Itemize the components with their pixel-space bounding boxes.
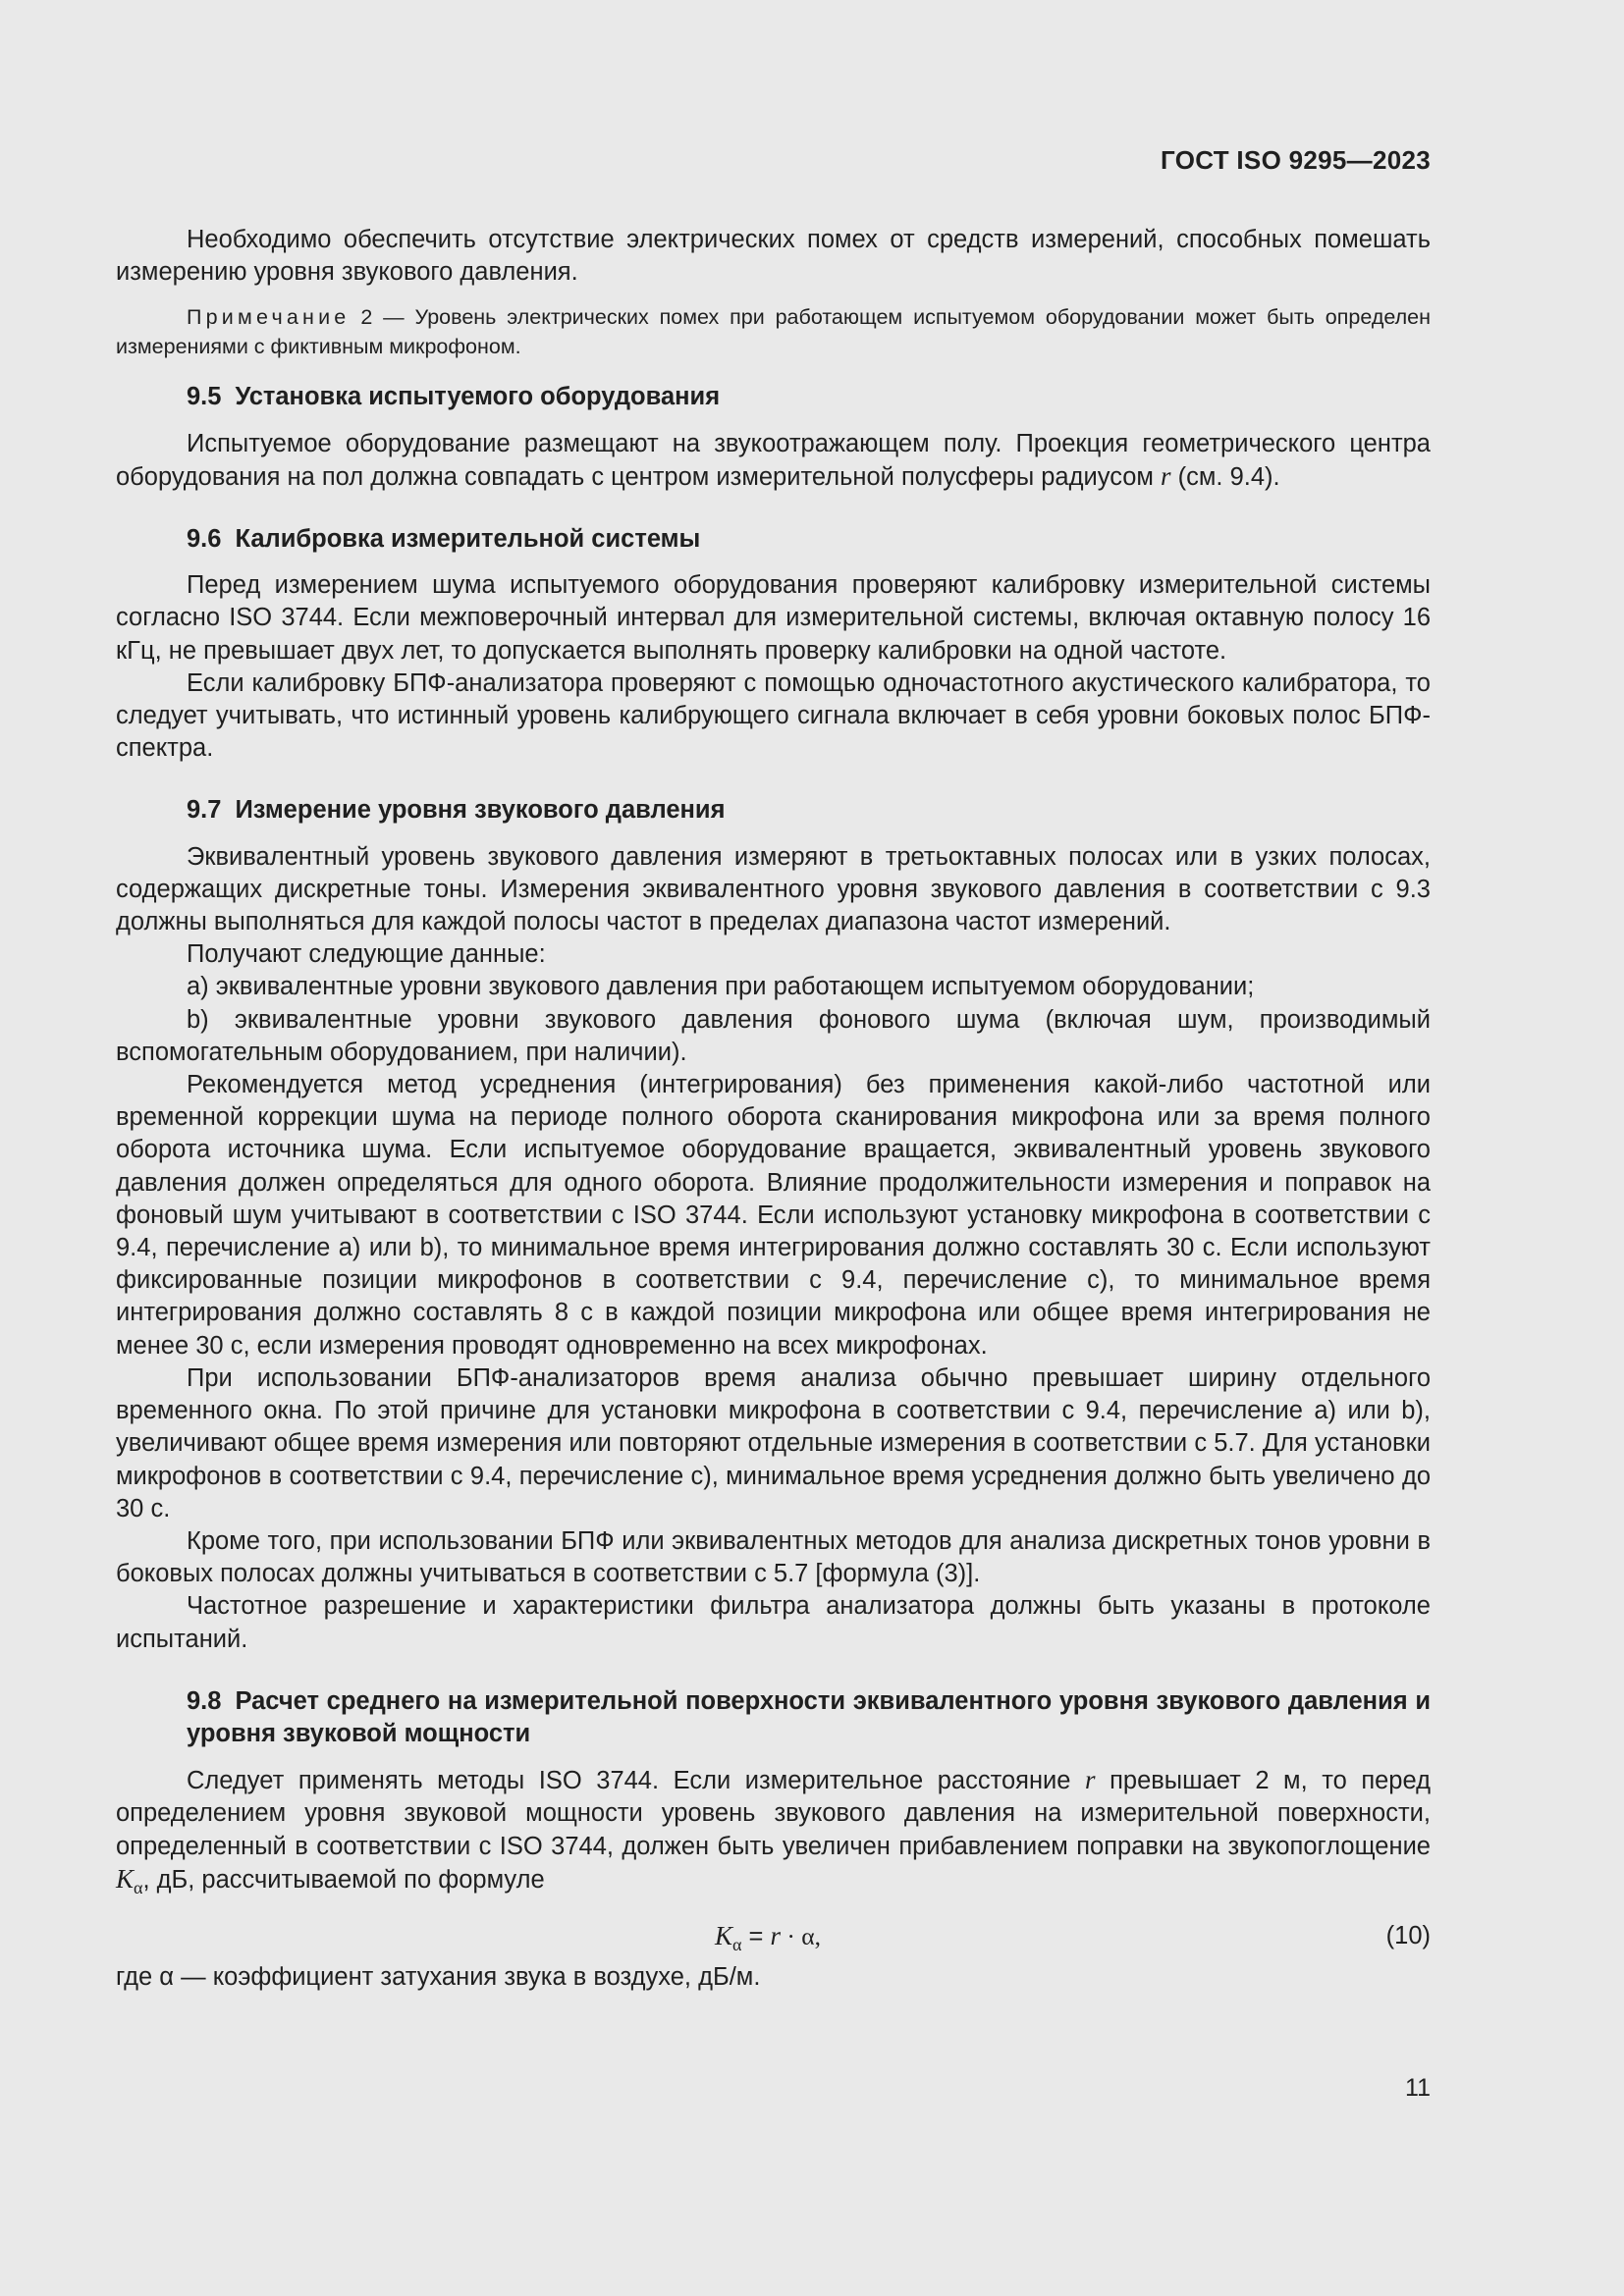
formula-10 — [116, 1914, 1431, 1957]
section-heading-9-7: 9.7 Измерение уровня звукового давления — [187, 796, 726, 825]
note-2 — [116, 302, 1431, 361]
paragraph-9-7-4: При использовании БПФ-анализаторов время анализа обычно превышает ширину отдельного временного окна. По этой причине для установки микрофона в соответствии с 9.4, перечисление a) или b), увеличивают общее время измерения или повторяют отдельные измерения в соответствии с 5.7. Для установки микрофонов в соответствии с 9.4, перечисление c), минимальное время усреднения должно быть увеличено до 30 с. — [116, 1363, 1431, 1522]
paragraph-9-7-5: Кроме того, при использовании БПФ или эквивалентных методов для анализа дискретных тонов уровни в боковых полосах должны учитываться в соответствии с 5.7 [формула (3)]. — [116, 1526, 1431, 1588]
paragraph-9-7-3: Рекомендуется метод усреднения (интегрирования) без применения какой-либо частотной или временной коррекции шума на периоде полного оборота сканирования микрофона или за время полного оборота источника шума. Если испытуемое оборудование вращается, эквивалентный уровень звукового давления должен определяться для одного оборота. Влияние продолжительности измерения и поправок на фоновый шум учитывают в соответствии с ISO 3744. Если используют установку микрофона в соответствии с 9.4, перечисление a) или b), то минимальное время интегрирования должно составлять 30 с. Если используют фиксированные позиции микрофонов в соответствии с 9.4, перечисление c), то минимальное время интегрирования должно составлять 8 с в каждой позиции микрофона или общее время интегрирования не менее 30 с, если измерения проводят одновременно на всех микрофонах. — [116, 1071, 1431, 1360]
section-heading-9-8: 9.8 Расчет среднего на измерительной поверхности эквивалентного уровня звукового давления и уровня звуковой мощности — [187, 1686, 1431, 1747]
paragraph-9-6-1: Перед измерением шума испытуемого оборудования проверяют калибровку измерительной системы согласно ISO 3744. Если межповерочный интервал для измерительной системы, включая октавную полосу 16 кГц, не превышает двух лет, то допускается выполнять проверку калибровки на одной частоте. — [116, 571, 1431, 665]
page-number: 11 — [1405, 2074, 1431, 2102]
list-item-a: a) эквивалентные уровни звукового давления при работающем испытуемом оборудовании; — [187, 973, 1255, 1001]
note-text: 2 — Уровень электрических помех при работающем испытуемом оборудовании может быть определен измерениями с фиктивным микрофоном. — [116, 305, 1431, 359]
paragraph-9-7-2: Получают следующие данные: — [187, 940, 546, 969]
section-heading-9-6: 9.6 Калибровка измерительной системы — [187, 525, 701, 554]
paragraph-intro: Необходимо обеспечить отсутствие электрических помех от средств измерений, способных помешать измерению уровня звукового давления. — [116, 226, 1431, 287]
note-label: Примечание — [187, 305, 351, 330]
paragraph-9-6-2: Если калибровку БПФ-анализатора проверяют с помощью одночастотного акустического калибратора, то следует учитывать, что истинный уровень калибрующего сигнала включает в себя уровни боковых полос БПФ-спектра. — [116, 668, 1431, 763]
paragraph-9-7-1: Эквивалентный уровень звукового давления измеряют в третьоктавных полосах или в узких полосах, содержащих дискретные тоны. Измерения эквивалентного уровня звукового давления в соответствии с 9.3 должны выполняться для каждой полосы частот в пределах диапазона частот измерений. — [116, 842, 1431, 936]
paragraph-9-8: Следует применять методы ISO 3744. Если измерительное расстояние r превышает 2 м, то перед определением уровня звуковой мощности уровень звукового давления на измерительной поверхности, определенный в соответствии с ISO 3744, должен быть увеличен прибавлением поправки на звукопоглощение $K_\alpha$, дБ, рассчитываемой по формуле — [116, 1765, 1431, 1897]
section-heading-9-5: 9.5 Установка испытуемого оборудования — [187, 383, 721, 411]
formula-expression: $K_\alpha = r \cdot \alpha$, — [715, 1920, 822, 1954]
formula-number: (10) — [1385, 1921, 1431, 1949]
list-item-b: b) эквивалентные уровни звукового давления фонового шума (включая шум, производимый вспомогательным оборудованием, при наличии). — [116, 1005, 1431, 1066]
paragraph-9-5: Испытуемое оборудование размещают на звукоотражающем полу. Проекция геометрического центра оборудования на пол должна совпадать с центром измерительной полусферы радиусом r (см. 9.4). — [116, 429, 1431, 491]
formula-where: где α — коэффициент затухания звука в воздухе, дБ/м. — [116, 1962, 761, 1991]
document-header: ГОСТ ISO 9295—2023 — [1161, 145, 1431, 175]
paragraph-9-7-6: Частотное разрешение и характеристики фильтра анализатора должны быть указаны в протоколе испытаний. — [116, 1592, 1431, 1653]
document-body — [116, 224, 1431, 1994]
